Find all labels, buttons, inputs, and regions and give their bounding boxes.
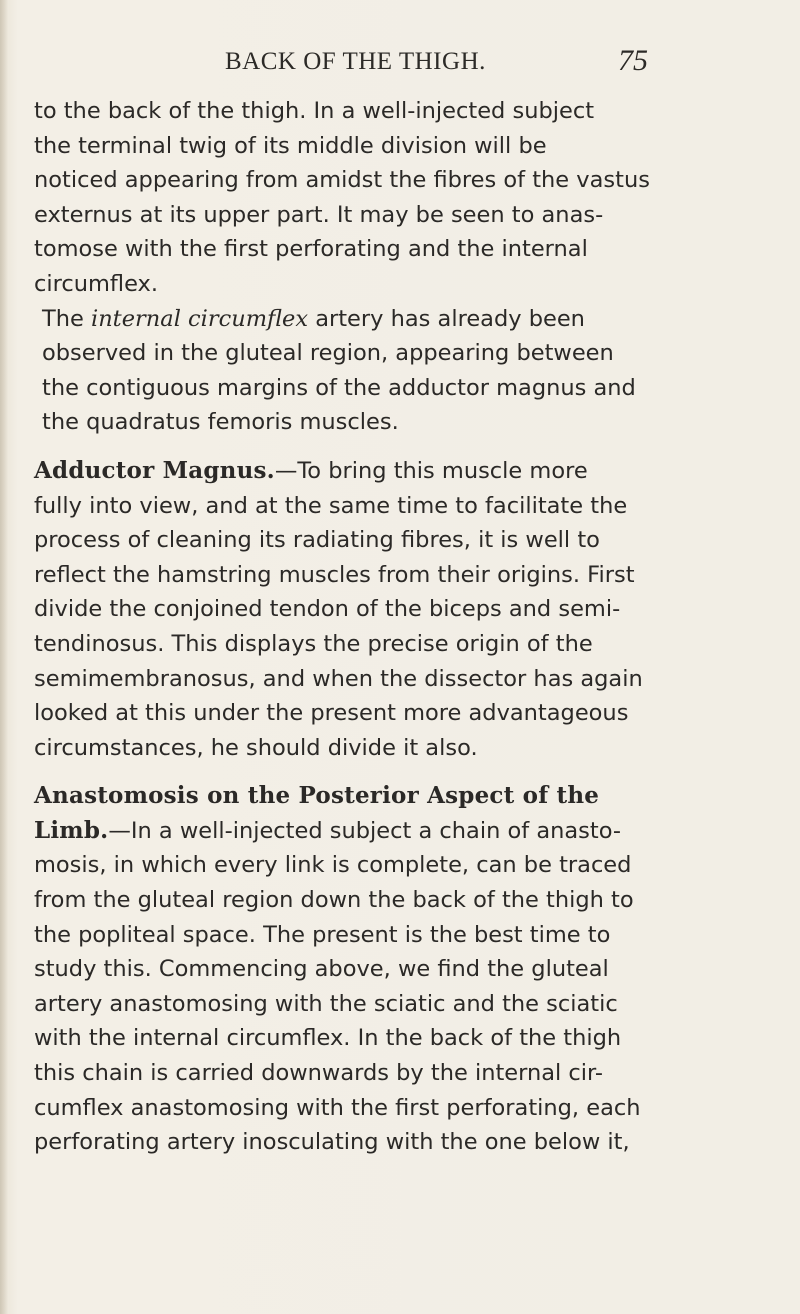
text-line: externus at its upper part. It may be seen to anas- — [34, 201, 604, 228]
paragraph-continuation — [34, 94, 774, 302]
running-head-title: BACK OF THE THIGH. — [225, 48, 486, 75]
text-line: tomose with the first perforating and the internal — [34, 236, 588, 263]
text-line: the popliteal space. The present is the best time to — [34, 921, 611, 948]
text-line: to the back of the thigh. In a well-injected subject — [34, 98, 595, 124]
text-line: noticed appearing from amidst the fibres of the vastus — [34, 167, 650, 194]
text-line — [34, 814, 774, 849]
text-line: reflect the hamstring muscles from their origins. First — [34, 561, 635, 588]
text-line: circumflex. — [34, 270, 159, 297]
text-line: study this. Commencing above, we find the gluteal — [34, 956, 609, 983]
text-line: semimembranosus, and when the dissector has again — [34, 665, 643, 692]
italic-term: internal circumflex — [91, 305, 309, 332]
text-line: artery anastomosing with the sciatic and the sciatic — [34, 990, 618, 1017]
paragraph-gap — [34, 440, 774, 454]
text-line: fully into view, and at the same time to facilitate the — [34, 492, 628, 519]
text-line: tendinosus. This displays the precise origin of the — [34, 630, 593, 657]
text-line — [34, 454, 774, 489]
section-heading: Anastomosis on the Posterior Aspect of the — [34, 782, 600, 810]
text-run: The — [42, 305, 91, 332]
text-line: observed in the gluteal region, appearing between — [42, 340, 614, 367]
text-line: the terminal twig of its middle division will be — [34, 132, 547, 159]
text-line: the contiguous margins of the adductor magnus and — [42, 374, 636, 401]
text-run: —In a well-injected subject a chain of anasto- — [108, 817, 622, 844]
text-line: circumstances, he should divide it also. — [34, 734, 478, 761]
text-line: process of cleaning its radiating fibres, it is well to — [34, 527, 600, 554]
text-line — [34, 302, 774, 337]
text-line: with the internal circumflex. In the back of the thigh — [34, 1025, 622, 1052]
paragraph-anastomosis — [34, 779, 774, 1160]
text-line: cumflex anastomosing with the first perforating, each — [34, 1094, 641, 1121]
running-head — [0, 44, 800, 88]
text-line: this chain is carried downwards by the internal cir- — [34, 1060, 603, 1087]
text-line: perforating artery inosculating with the one below it, — [34, 1129, 630, 1156]
text-line: divide the conjoined tendon of the biceps and semi- — [34, 596, 621, 623]
text-run: artery has already been — [308, 305, 585, 332]
section-heading: Limb. — [34, 816, 109, 844]
paragraph-internal-circumflex — [34, 302, 774, 440]
text-run: —To bring this muscle more — [274, 457, 588, 484]
text-line: from the gluteal region down the back of the thigh to — [34, 887, 634, 914]
text-line: the quadratus femoris muscles. — [42, 409, 399, 436]
text-line: mosis, in which every link is complete, can be traced — [34, 852, 632, 879]
body-text — [34, 94, 774, 1160]
page-number: 75 — [618, 44, 648, 77]
section-heading: Adductor Magnus. — [34, 456, 275, 484]
text-line: looked at this under the present more advantageous — [34, 700, 629, 727]
paragraph-adductor-magnus — [34, 454, 774, 765]
gutter-shadow — [0, 0, 8, 1314]
paragraph-gap — [34, 765, 774, 779]
